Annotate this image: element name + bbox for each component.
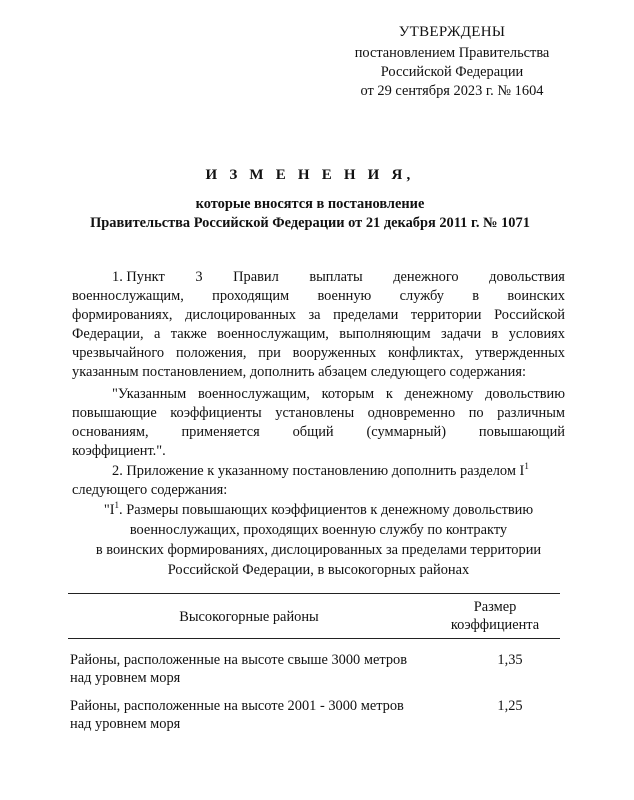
heading-title: И З М Е Н Е Н И Я,: [205, 167, 415, 183]
table-row: [68, 697, 560, 733]
area-line-1: Районы, расположенные на высоте свыше 3000 метров: [70, 652, 407, 668]
annex-heading: [72, 500, 565, 580]
annex-superscript: 1: [114, 500, 120, 510]
annex-line-1-prefix: "I: [103, 502, 115, 518]
item-2-line-1: [72, 462, 565, 481]
table-header-row: [68, 594, 560, 638]
item-2-line-2: следующего содержания:: [72, 482, 228, 498]
table-header-coefficient-line-1: Размер: [473, 599, 517, 615]
quote-line-4: коэффициент.".: [72, 443, 166, 459]
approval-title: УТВЕРЖДЕНЫ: [398, 24, 506, 40]
annex-line-2: военнослужащих, проходящих военную службу по контракту: [129, 522, 508, 538]
table-header-areas: Высокогорные районы: [179, 608, 319, 625]
item-2-paragraph: [72, 462, 565, 500]
table-header-rule: [68, 638, 560, 639]
table-cell-coefficient: 1,35: [497, 652, 523, 668]
annex-line-1-rest: . Размеры повышающих коэффициентов к денежному довольствию: [119, 502, 534, 518]
item-1-word: Правил: [233, 269, 279, 285]
item-1-line-4: Федерации, а также военнослужащим, выполняющим задачи в условиях: [72, 326, 565, 342]
table-cell-area: [68, 697, 460, 733]
area-line-1: Районы, расположенные на высоте 2001 - 3000 метров: [70, 698, 404, 714]
area-line-2: над уровнем моря: [70, 670, 181, 686]
item-2-line-1-text: 2. Приложение к указанному постановлению дополнить разделом I: [112, 463, 525, 479]
coefficient-table: [68, 593, 560, 733]
annex-line-4: Российской Федерации, в высокогорных районах: [167, 562, 470, 578]
item-1-word: 3: [195, 269, 203, 285]
item-1-word: довольствия: [489, 269, 565, 285]
item-1-line-2: военнослужащим, проходящим военную службу в воинских: [72, 288, 565, 304]
area-line-2: над уровнем моря: [70, 716, 181, 732]
table-header-coefficient: [430, 598, 560, 634]
item-1-line-3: формированиях, дислоцированных за пределами территории Российской: [72, 307, 565, 323]
item-2-superscript: 1: [524, 461, 529, 471]
item-1-line-1: [72, 268, 565, 287]
quote-line-2: повышающие коэффициенты установлены одновременно по различным: [72, 405, 565, 421]
item-1-line-6: указанным постановлением, дополнить абзацем следующего содержания:: [72, 364, 526, 380]
heading-subtitle-2: Правительства Российской Федерации от 21 декабря 2011 г. № 1071: [90, 215, 530, 231]
document-heading: [60, 165, 560, 233]
table-header-coefficient-line-2: коэффициента: [450, 617, 540, 633]
quote-paragraph: [72, 385, 565, 461]
approval-line-1: постановлением Правительства: [354, 45, 550, 61]
table-cell-coefficient: 1,25: [497, 698, 523, 714]
approval-line-3: от 29 сентября 2023 г. № 1604: [360, 83, 544, 99]
item-1-word: выплаты: [309, 269, 363, 285]
item-1-word: 1. Пункт: [112, 269, 165, 285]
item-1-word: денежного: [393, 269, 459, 285]
approval-line-2: Российской Федерации: [380, 64, 524, 80]
table-row: [68, 651, 560, 687]
annex-line-3: в воинских формированиях, дислоцированных за пределами территории: [95, 542, 542, 558]
item-1-paragraph: [72, 268, 565, 382]
annex-line-1: [72, 500, 565, 520]
approval-block: [316, 22, 588, 101]
table-cell-area: [68, 651, 460, 687]
item-1-line-5: чрезвычайного положения, при вооруженных конфликтах, утвержденных: [72, 345, 565, 361]
quote-line-3: основаниям, применяется общий (суммарный) повышающий: [72, 424, 565, 440]
heading-subtitle-1: которые вносятся в постановление: [195, 196, 425, 212]
quote-line-1: "Указанным военнослужащим, которым к денежному довольствию: [112, 386, 565, 402]
